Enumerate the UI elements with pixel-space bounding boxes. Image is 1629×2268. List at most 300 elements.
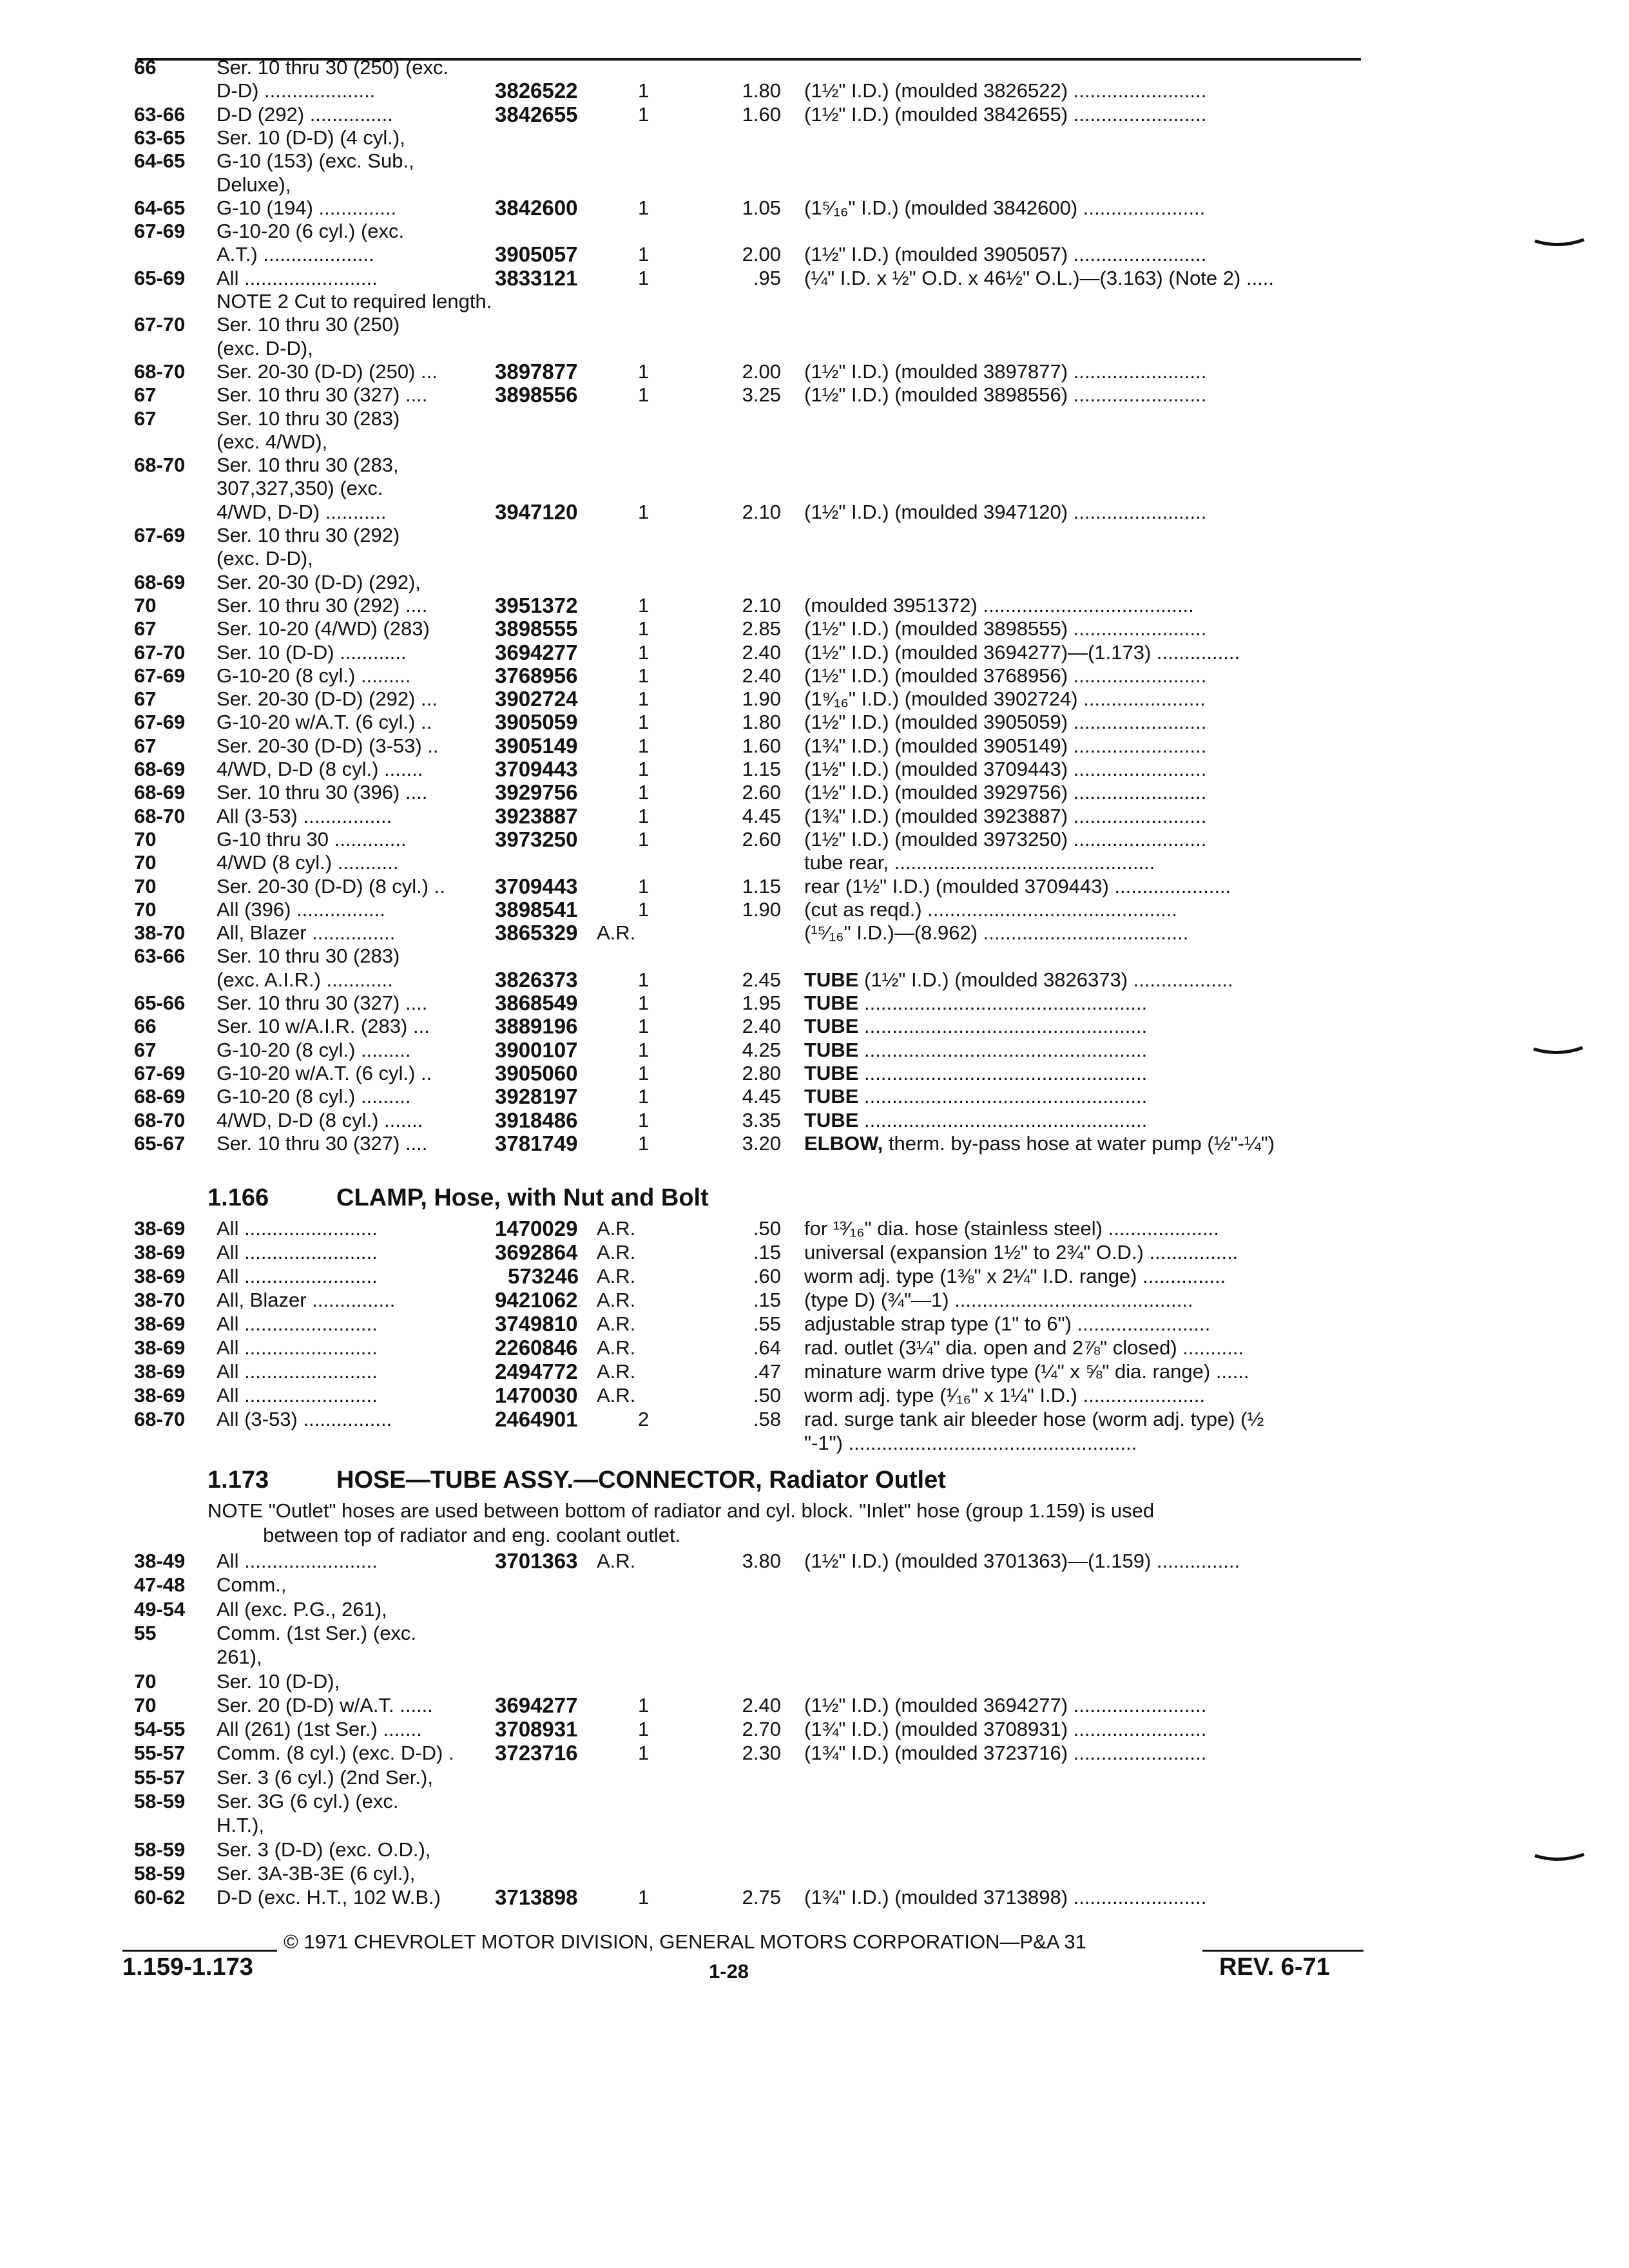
quantity: 1 bbox=[638, 640, 650, 664]
parts-row bbox=[0, 804, 1629, 829]
part-number: 3833121 bbox=[495, 265, 578, 290]
application: Comm., bbox=[217, 1573, 287, 1597]
model-years: 67 bbox=[134, 687, 157, 711]
application: Ser. 10 thru 30 (250) bbox=[217, 313, 400, 336]
quantity: 1 bbox=[638, 968, 650, 991]
model-years: 65-69 bbox=[134, 266, 186, 289]
footer-revision: REV. 6-71 bbox=[1219, 1954, 1330, 1981]
application: G-10-20 (8 cyl.) ......... bbox=[217, 1085, 411, 1108]
application: All (3-53) ................ bbox=[217, 1408, 392, 1430]
item-name: TUBE bbox=[804, 1061, 859, 1084]
group-title: CLAMP, Hose, with Nut and Bolt bbox=[336, 1184, 709, 1211]
parts-row bbox=[0, 173, 1629, 197]
model-years: 49-54 bbox=[134, 1597, 186, 1620]
quantity: 1 bbox=[638, 1131, 650, 1155]
parts-row bbox=[0, 1288, 1629, 1312]
parts-row bbox=[0, 1813, 1629, 1838]
parts-row bbox=[0, 1312, 1629, 1336]
parts-row bbox=[0, 430, 1629, 454]
item-name: TUBE bbox=[804, 1015, 859, 1038]
parts-row bbox=[0, 593, 1629, 618]
description: TUBE ................................................... bbox=[804, 1108, 1148, 1131]
quantity: A.R. bbox=[597, 1360, 636, 1383]
parts-row bbox=[0, 242, 1629, 267]
application: Ser. 20-30 (D-D) (250) ... bbox=[217, 360, 438, 383]
group-number: 1.173 bbox=[207, 1466, 269, 1494]
model-years: 67 bbox=[134, 1038, 157, 1061]
parts-row bbox=[0, 1789, 1629, 1814]
application: (exc. A.I.R.) ............ bbox=[217, 968, 393, 991]
description: worm adj. type (¹⁄₁₆" x 1¼" I.D.) ...................... bbox=[804, 1384, 1206, 1407]
description: rad. outlet (3¼" dia. open and 2⅞" closed) ........... bbox=[804, 1336, 1244, 1359]
description: (1½" I.D.) (moulded 3905057) ........................ bbox=[804, 243, 1207, 266]
model-years: 47-48 bbox=[134, 1573, 186, 1597]
application: G-10 thru 30 ............. bbox=[217, 827, 407, 850]
parts-row bbox=[0, 1108, 1629, 1133]
quantity: 1 bbox=[638, 804, 650, 827]
model-years: 67 bbox=[134, 407, 157, 430]
part-number: 3900107 bbox=[495, 1037, 578, 1062]
part-number: 3865329 bbox=[495, 921, 578, 945]
model-years: 60-62 bbox=[134, 1886, 186, 1909]
list-price: 1.15 bbox=[742, 874, 781, 898]
footer-rule-right bbox=[1202, 1950, 1364, 1952]
model-years: 68-69 bbox=[134, 758, 186, 780]
model-years: 38-69 bbox=[134, 1360, 186, 1383]
application: D-D (exc. H.T., 102 W.B.) bbox=[217, 1886, 441, 1909]
quantity: A.R. bbox=[597, 1217, 636, 1240]
model-years: 38-69 bbox=[134, 1265, 186, 1287]
model-years: 64-65 bbox=[134, 196, 186, 219]
description: TUBE ................................................... bbox=[804, 992, 1148, 1014]
application: All (396) ................ bbox=[217, 898, 385, 921]
application: Ser. 10 thru 30 (283, bbox=[217, 454, 399, 477]
parts-row bbox=[0, 1693, 1629, 1718]
model-years: 63-65 bbox=[134, 126, 186, 149]
list-price: 4.25 bbox=[742, 1038, 781, 1061]
model-years: 58-59 bbox=[134, 1861, 186, 1885]
model-years: 58-59 bbox=[134, 1838, 186, 1861]
parts-row bbox=[0, 1061, 1629, 1086]
model-years: 54-55 bbox=[134, 1718, 186, 1741]
model-years: 68-70 bbox=[134, 804, 186, 827]
model-years: 67-69 bbox=[134, 664, 186, 687]
parts-row bbox=[0, 1669, 1629, 1694]
parts-row bbox=[0, 312, 1629, 337]
application: Ser. 10 (D-D) ............ bbox=[217, 640, 407, 664]
model-years: 70 bbox=[134, 593, 157, 617]
part-number: 3905060 bbox=[495, 1061, 578, 1085]
application: 4/WD, D-D) ........... bbox=[217, 500, 387, 523]
list-price: 1.60 bbox=[742, 102, 781, 126]
model-years: 67-69 bbox=[134, 524, 186, 546]
parts-row bbox=[0, 898, 1629, 922]
part-number: 3868549 bbox=[495, 991, 578, 1015]
model-years: 63-66 bbox=[134, 102, 186, 126]
quantity: 1 bbox=[638, 593, 650, 617]
application: (exc. D-D), bbox=[217, 336, 313, 360]
parts-row bbox=[0, 1549, 1629, 1573]
model-years: 68-70 bbox=[134, 360, 186, 383]
application: (exc. D-D), bbox=[217, 547, 313, 570]
quantity: 1 bbox=[638, 383, 650, 407]
margin-mark bbox=[1532, 1046, 1584, 1053]
quantity: 1 bbox=[638, 360, 650, 383]
application: All ........................ bbox=[217, 1241, 378, 1264]
description: (1½" I.D.) (moulded 3898555) ........................ bbox=[804, 617, 1207, 640]
application: Ser. 20-30 (D-D) (292), bbox=[217, 570, 421, 593]
parts-row bbox=[0, 944, 1629, 968]
parts-row bbox=[0, 664, 1629, 688]
item-name: TUBE bbox=[804, 1108, 859, 1131]
parts-row bbox=[0, 149, 1629, 173]
part-number: 3973250 bbox=[495, 827, 578, 851]
list-price: 1.80 bbox=[742, 711, 781, 734]
application: All ........................ bbox=[217, 1336, 378, 1359]
list-price: .47 bbox=[753, 1360, 781, 1383]
parts-row bbox=[0, 1573, 1629, 1597]
application: Ser. 3G (6 cyl.) (exc. bbox=[217, 1790, 399, 1812]
application: All ........................ bbox=[217, 1265, 378, 1287]
part-number: 3898541 bbox=[495, 897, 578, 921]
parts-row bbox=[0, 968, 1629, 992]
description: (1⁵⁄₁₆" I.D.) (moulded 3842600) ...................... bbox=[804, 196, 1206, 219]
parts-row bbox=[0, 687, 1629, 711]
model-years: 68-69 bbox=[134, 1085, 186, 1108]
model-years: 38-70 bbox=[134, 921, 186, 945]
list-price: 2.40 bbox=[742, 1693, 781, 1716]
parts-row bbox=[0, 570, 1629, 595]
model-years: 66 bbox=[134, 1015, 157, 1038]
application: Ser. 10 thru 30 (283) bbox=[217, 407, 400, 430]
list-price: 2.60 bbox=[742, 827, 781, 850]
list-price: .50 bbox=[753, 1384, 781, 1407]
group-title: HOSE—TUBE ASSY.—CONNECTOR, Radiator Outlet bbox=[336, 1466, 946, 1494]
application: G-10 (153) (exc. Sub., bbox=[217, 149, 414, 173]
list-price: 3.35 bbox=[742, 1108, 781, 1131]
application: All (exc. P.G., 261), bbox=[217, 1597, 387, 1620]
quantity: 1 bbox=[638, 196, 650, 219]
part-number: 3826522 bbox=[495, 79, 578, 103]
application: All ........................ bbox=[217, 1217, 378, 1240]
application: Ser. 20-30 (D-D) (3-53) .. bbox=[217, 734, 439, 757]
parts-row bbox=[0, 734, 1629, 758]
application: All (3-53) ................ bbox=[217, 804, 392, 827]
item-name: TUBE bbox=[804, 1038, 859, 1061]
quantity: 1 bbox=[638, 898, 650, 921]
model-years: 70 bbox=[134, 898, 157, 921]
part-number: 3749810 bbox=[495, 1312, 578, 1336]
application: Ser. 10-20 (4/WD) (283) bbox=[217, 617, 430, 640]
item-name: TUBE bbox=[804, 968, 859, 991]
application: All, Blazer ............... bbox=[217, 1289, 396, 1311]
description: (type D) (¾"—1) ........................................... bbox=[804, 1289, 1193, 1311]
description: (1½" I.D.) (moulded 3694277)—(1.173) ............... bbox=[804, 640, 1240, 664]
quantity: 1 bbox=[638, 1038, 650, 1061]
part-number: 3842655 bbox=[495, 102, 578, 126]
model-years: 67-69 bbox=[134, 220, 186, 243]
quantity: 1 bbox=[638, 500, 650, 523]
application: Comm. (8 cyl.) (exc. D-D) . bbox=[217, 1742, 454, 1765]
application: 307,327,350) (exc. bbox=[217, 477, 383, 500]
group-note: NOTE "Outlet" hoses are used between bottom of radiator and cyl. block. "Inlet" hose (group 1.159) is used between top of radiator and eng. coolant outlet. bbox=[207, 1499, 1155, 1546]
list-price: 2.85 bbox=[742, 617, 781, 640]
part-number: 3905059 bbox=[495, 710, 578, 735]
part-number: 3905149 bbox=[495, 733, 578, 758]
parts-row bbox=[0, 1838, 1629, 1862]
parts-row bbox=[0, 1885, 1629, 1910]
parts-row bbox=[0, 1084, 1629, 1109]
parts-row bbox=[0, 1336, 1629, 1360]
quantity: 1 bbox=[638, 711, 650, 734]
list-price: 1.95 bbox=[742, 992, 781, 1014]
parts-row bbox=[0, 1765, 1629, 1790]
list-price: 3.25 bbox=[742, 383, 781, 407]
quantity: 1 bbox=[638, 1108, 650, 1131]
application: D-D) .................... bbox=[217, 79, 376, 102]
application: (exc. 4/WD), bbox=[217, 430, 328, 453]
model-years: 67 bbox=[134, 383, 157, 407]
description: (1½" I.D.) (moulded 3898556) ........................ bbox=[804, 383, 1207, 407]
description: (1½" I.D.) (moulded 3905059) ........................ bbox=[804, 711, 1207, 734]
description: for ¹³⁄₁₆" dia. hose (stainless steel) .................... bbox=[804, 1217, 1219, 1240]
quantity: 1 bbox=[638, 1742, 650, 1765]
application: D-D (292) ............... bbox=[217, 102, 393, 126]
model-years: 63-66 bbox=[134, 945, 186, 968]
list-price: 2.00 bbox=[742, 360, 781, 383]
footer-page-number: 1-28 bbox=[709, 1960, 749, 1983]
model-years: 68-70 bbox=[134, 1108, 186, 1131]
description: (1½" I.D.) (moulded 3947120) ........................ bbox=[804, 500, 1207, 523]
model-years: 67-69 bbox=[134, 711, 186, 734]
quantity: A.R. bbox=[597, 1265, 636, 1287]
description: worm adj. type (1⅜" x 2¼" I.D. range) ............... bbox=[804, 1265, 1226, 1287]
footer-rule-left bbox=[122, 1950, 277, 1952]
description: rad. surge tank air bleeder hose (worm adj. type) (½ bbox=[804, 1408, 1264, 1430]
application: All ........................ bbox=[217, 1384, 378, 1407]
model-years: 68-70 bbox=[134, 1408, 186, 1430]
list-price: 2.10 bbox=[742, 593, 781, 617]
part-number: 3842600 bbox=[495, 195, 578, 220]
model-years: 67 bbox=[134, 617, 157, 640]
list-price: 4.45 bbox=[742, 1085, 781, 1108]
parts-row bbox=[0, 55, 1629, 80]
application: G-10-20 (8 cyl.) ......... bbox=[217, 664, 411, 687]
parts-row bbox=[0, 1360, 1629, 1384]
parts-row bbox=[0, 360, 1629, 384]
part-number: 3713898 bbox=[495, 1885, 578, 1910]
parts-row bbox=[0, 476, 1629, 501]
part-number: 9421062 bbox=[495, 1288, 578, 1312]
list-price: 1.05 bbox=[742, 196, 781, 219]
item-name: TUBE bbox=[804, 1085, 859, 1108]
part-number: 1470030 bbox=[495, 1383, 578, 1407]
model-years: 67-69 bbox=[134, 1061, 186, 1084]
part-number: 3898555 bbox=[495, 617, 578, 641]
description: rear (1½" I.D.) (moulded 3709443) ..................... bbox=[804, 874, 1231, 898]
footer-copyright: © 1971 CHEVROLET MOTOR DIVISION, GENERAL MOTORS CORPORATION—P&A 31 bbox=[284, 1930, 1086, 1953]
part-number: 2260846 bbox=[495, 1336, 578, 1360]
quantity: 1 bbox=[638, 664, 650, 687]
description: (1½" I.D.) (moulded 3701363)—(1.159) ............... bbox=[804, 1550, 1240, 1572]
list-price: 2.30 bbox=[742, 1742, 781, 1765]
parts-row bbox=[0, 523, 1629, 548]
quantity: 1 bbox=[638, 992, 650, 1014]
quantity: A.R. bbox=[597, 1550, 636, 1572]
part-number: 3709443 bbox=[495, 874, 578, 898]
quantity: 1 bbox=[638, 243, 650, 266]
group-number: 1.166 bbox=[207, 1184, 269, 1211]
application: H.T.), bbox=[217, 1814, 265, 1837]
description: minature warm drive type (¼" x ⅝" dia. range) ...... bbox=[804, 1360, 1249, 1383]
parts-row bbox=[0, 1216, 1629, 1241]
list-price: .55 bbox=[753, 1312, 781, 1335]
list-price: 3.20 bbox=[742, 1131, 781, 1155]
quantity: 1 bbox=[638, 1085, 650, 1108]
application: Ser. 10 (D-D), bbox=[217, 1669, 340, 1693]
part-number: 1470029 bbox=[495, 1216, 578, 1240]
parts-row bbox=[0, 1597, 1629, 1622]
parts-row bbox=[0, 407, 1629, 431]
parts-row bbox=[0, 757, 1629, 782]
margin-mark bbox=[1534, 238, 1585, 245]
part-number: 3897877 bbox=[495, 359, 578, 383]
margin-mark bbox=[1534, 1853, 1585, 1860]
quantity: 1 bbox=[638, 266, 650, 289]
description: TUBE ................................................... bbox=[804, 1038, 1148, 1061]
parts-row bbox=[0, 266, 1629, 291]
list-price: 1.90 bbox=[742, 898, 781, 921]
footer-group-range: 1.159-1.173 bbox=[122, 1954, 253, 1981]
list-price: 1.90 bbox=[742, 687, 781, 711]
part-number: 3928197 bbox=[495, 1084, 578, 1109]
part-number: 3694277 bbox=[495, 1693, 578, 1717]
parts-row bbox=[0, 850, 1629, 875]
list-price: 2.70 bbox=[742, 1718, 781, 1741]
model-years: 58-59 bbox=[134, 1790, 186, 1812]
part-number: 3768956 bbox=[495, 663, 578, 687]
parts-row bbox=[0, 383, 1629, 407]
list-price: 2.10 bbox=[742, 500, 781, 523]
part-number: 3905057 bbox=[495, 242, 578, 267]
parts-row bbox=[0, 1014, 1629, 1039]
description: (1¾" I.D.) (moulded 3723716) ........................ bbox=[804, 1742, 1207, 1765]
parts-row bbox=[0, 1431, 1629, 1456]
part-number: 3701363 bbox=[495, 1549, 578, 1573]
list-price: 2.40 bbox=[742, 664, 781, 687]
parts-row bbox=[0, 617, 1629, 641]
model-years: 68-69 bbox=[134, 781, 186, 804]
application: All, Blazer ............... bbox=[217, 921, 396, 945]
part-number: 3902724 bbox=[495, 687, 578, 711]
model-years: 38-69 bbox=[134, 1241, 186, 1264]
application: All ........................ bbox=[217, 1312, 378, 1335]
parts-row bbox=[0, 1383, 1629, 1408]
parts-row bbox=[0, 640, 1629, 665]
description: (1¾" I.D.) (moulded 3905149) ........................ bbox=[804, 734, 1207, 757]
list-price: .58 bbox=[753, 1408, 781, 1430]
description: universal (expansion 1½" to 2¾" O.D.) ................ bbox=[804, 1241, 1239, 1264]
item-name: ELBOW, bbox=[804, 1131, 883, 1155]
parts-row bbox=[0, 1240, 1629, 1265]
quantity: 1 bbox=[638, 79, 650, 102]
part-number: 573246 bbox=[508, 1264, 579, 1288]
application: 4/WD (8 cyl.) ........... bbox=[217, 851, 399, 874]
description: (¹⁵⁄₁₆" I.D.)—(8.962) ..................................... bbox=[804, 921, 1189, 945]
part-number: 3898556 bbox=[495, 383, 578, 407]
model-years: 70 bbox=[134, 851, 157, 874]
model-years: 38-69 bbox=[134, 1384, 186, 1407]
quantity: 1 bbox=[638, 781, 650, 804]
description: (1½" I.D.) (moulded 3842655) ........................ bbox=[804, 102, 1207, 126]
list-price: .15 bbox=[753, 1241, 781, 1264]
model-years: 70 bbox=[134, 1693, 157, 1716]
list-price: 2.00 bbox=[742, 243, 781, 266]
application: 4/WD, D-D (8 cyl.) ....... bbox=[217, 758, 423, 780]
parts-row bbox=[0, 219, 1629, 244]
list-price: 3.80 bbox=[742, 1550, 781, 1572]
description: (1½" I.D.) (moulded 3709443) ........................ bbox=[804, 758, 1207, 780]
parts-row bbox=[0, 500, 1629, 524]
description: (cut as reqd.) ............................................. bbox=[804, 898, 1177, 921]
part-number: 3709443 bbox=[495, 757, 578, 781]
quantity: A.R. bbox=[597, 921, 636, 945]
quantity: 1 bbox=[638, 1718, 650, 1741]
quantity: 2 bbox=[638, 1408, 650, 1430]
quantity: A.R. bbox=[597, 1312, 636, 1335]
application: Ser. 10 thru 30 (327) .... bbox=[217, 1131, 428, 1155]
part-number: 3708931 bbox=[495, 1717, 578, 1742]
application: A.T.) .................... bbox=[217, 243, 374, 266]
list-price: 2.60 bbox=[742, 781, 781, 804]
parts-row bbox=[0, 780, 1629, 805]
parts-row bbox=[0, 289, 1629, 314]
application: Ser. 10 (D-D) (4 cyl.), bbox=[217, 126, 405, 149]
quantity: 1 bbox=[638, 1015, 650, 1038]
parts-row bbox=[0, 196, 1629, 220]
parts-row bbox=[0, 1038, 1629, 1062]
parts-row bbox=[0, 1717, 1629, 1742]
application: Deluxe), bbox=[217, 173, 291, 196]
application: NOTE 2 Cut to required length. bbox=[217, 290, 492, 312]
parts-row bbox=[0, 1741, 1629, 1765]
model-years: 70 bbox=[134, 874, 157, 898]
parts-row bbox=[0, 546, 1629, 571]
part-number: 3929756 bbox=[495, 780, 578, 805]
model-years: 66 bbox=[134, 56, 157, 79]
model-years: 70 bbox=[134, 827, 157, 850]
application: G-10-20 w/A.T. (6 cyl.) .. bbox=[217, 711, 432, 734]
model-years: 70 bbox=[134, 1669, 157, 1693]
application: G-10-20 w/A.T. (6 cyl.) .. bbox=[217, 1061, 432, 1084]
part-number: 3889196 bbox=[495, 1014, 578, 1039]
model-years: 38-70 bbox=[134, 1289, 186, 1311]
list-price: 2.45 bbox=[742, 968, 781, 991]
quantity: 1 bbox=[638, 1693, 650, 1716]
application: 261), bbox=[217, 1646, 262, 1669]
description: (1½" I.D.) (moulded 3826522) ........................ bbox=[804, 79, 1207, 102]
list-price: .64 bbox=[753, 1336, 781, 1359]
application: Ser. 10 thru 30 (327) .... bbox=[217, 383, 428, 407]
part-number: 3826373 bbox=[495, 967, 578, 992]
part-number: 2494772 bbox=[495, 1360, 578, 1383]
quantity: 1 bbox=[638, 827, 650, 850]
parts-row bbox=[0, 453, 1629, 477]
parts-row bbox=[0, 827, 1629, 852]
part-number: 3947120 bbox=[495, 499, 578, 524]
application: Ser. 10 thru 30 (250) (exc. bbox=[217, 56, 449, 79]
list-price: .95 bbox=[753, 266, 781, 289]
